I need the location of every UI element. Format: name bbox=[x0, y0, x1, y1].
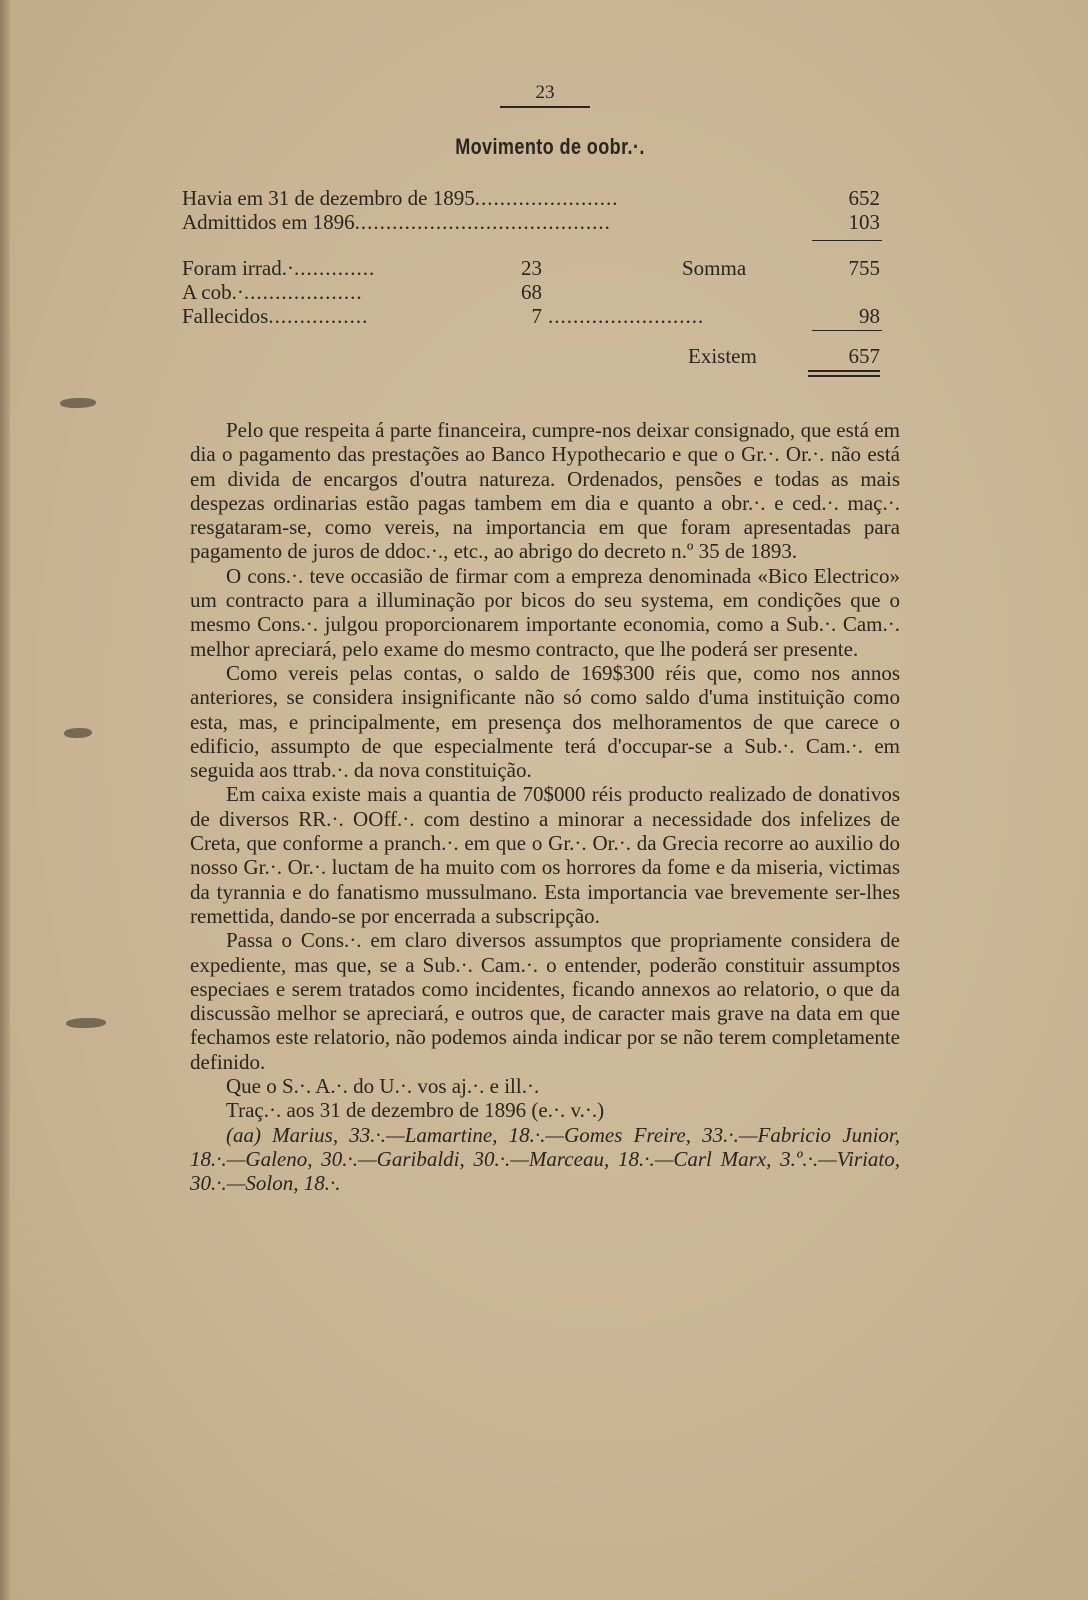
page-number-rule bbox=[500, 106, 590, 108]
section-heading: Movimento de oobr.·. bbox=[455, 134, 645, 159]
tally-row-acob: A cob.·................... bbox=[182, 280, 363, 304]
paragraph: O cons.·. teve occasião de firmar com a empreza denominada «Bico Electrico» um contracto para a illuminação por bicos do seu systema, em condições que o mesmo Cons.·. julgou proporcionarem importante economia, como a Sub.·. Cam.·. melhor apreciará, pelo exame do mesmo contracto, que lhe poderá ser presente. bbox=[190, 563, 900, 661]
signatures: (aa) Marius, 33.·.—Lamartine, 18.·.—Gomes Freire, 33.·.—Fabricio Junior, 18.·.—Galeno, 30.·.—Garibaldi, 30.·.—Marceau, 18.·.—Carl Marx, 3.º.·.—Viriato, 30.·.—Solon, 18.·. bbox=[190, 1122, 900, 1196]
closing-line: Que o S.·. A.·. do U.·. vos aj.·. e ill.·. bbox=[226, 1074, 540, 1099]
tally-row-fallecidos: Fallecidos................ bbox=[182, 304, 369, 328]
total-rule bbox=[808, 375, 880, 377]
existem-value: 657 bbox=[848, 344, 880, 368]
paragraph: Passa o Cons.·. em claro diversos assumptos que propriamente considera de expediente, mas que, se a Sub.·. Cam.·. o entender, poderão constituir assumptos especiaes e serem tratados como incidentes, ficando annexos ao relatorio, o que da discussão melhor se apreciará, e outros que, de caracter mais grave na data em que fechamos este relatorio, não podemos ainda indicar por se não terem completamente definido. bbox=[190, 928, 900, 1074]
tally-row-havia: Havia em 31 de dezembro de 1895....................... bbox=[182, 186, 619, 210]
margin-stain bbox=[60, 398, 96, 408]
tally-label: Havia em 31 de dezembro de 1895 bbox=[182, 186, 475, 210]
total-rule bbox=[808, 370, 880, 372]
existem-label: Existem bbox=[688, 344, 757, 368]
tally-row-admittidos: Admittidos em 1896......................................... bbox=[182, 210, 611, 234]
somma-value: 755 bbox=[848, 256, 880, 280]
sum-rule bbox=[812, 330, 882, 331]
page-edge bbox=[0, 0, 10, 1600]
leader-dots: ......................... bbox=[548, 304, 705, 328]
margin-stain bbox=[66, 1018, 106, 1028]
tally-label: Foram irrad.· bbox=[182, 256, 294, 280]
paragraph: Pelo que respeita á parte financeira, cumpre-nos deixar consignado, que está em dia o pagamento das prestações ao Banco Hypothecario e que o Gr.·. Or.·. não está em divida de encargos d'outra natureza. Ordenados, pensões e todas as mais despezas ordinarias estão pagas tambem em dia e quanto a obr.·. e ced.·. maç.·. resgataram-se, como vereis, na importancia em que foram apresentadas para pagamento de juros de ddoc.·., etc., ao abrigo do decreto n.º 35 de 1893. bbox=[190, 418, 900, 564]
tally-value-havia: 652 bbox=[848, 186, 880, 210]
sum-rule bbox=[812, 240, 882, 241]
paragraph: Em caixa existe mais a quantia de 70$000 réis producto realizado de donativos de diversos RR.·. OOff.·. com destino a minorar a necessidade dos infelizes de Creta, que conforme a pranch.·. em que o Gr.·. Or.·. da Grecia recorre ao auxilio do nosso Gr.·. Or.·. luctam de ha muito com os horrores da fome e da miseria, victimas da tyrannia e do fanatismo mussulmano. Esta importancia vae brevemente ser-lhes remettida, dando-se por encerrada a subscripção. bbox=[190, 782, 900, 928]
paragraph: Como vereis pelas contas, o saldo de 169$300 réis que, como nos annos anteriores, se considera insignificante não só como saldo d'uma instituição como esta, mas, e principalmente, em presença dos melhoramentos de que carece o edificio, assumpto de que especialmente terá d'occupar-se a Sub.·. Cam.·. em seguida aos ttrab.·. da nova constituição. bbox=[190, 660, 900, 783]
tally-label: Fallecidos bbox=[182, 304, 269, 328]
somma-label: Somma bbox=[682, 256, 747, 280]
tally-value-fallecidos: 7 bbox=[531, 304, 542, 328]
tally-row-foram: Foram irrad.·............. bbox=[182, 256, 376, 280]
page-number: 23 bbox=[535, 82, 555, 103]
tally-value-admittidos: 103 bbox=[848, 210, 880, 234]
report-body bbox=[190, 418, 900, 1196]
tally-value-foram: 23 bbox=[521, 256, 542, 280]
date-line: Traç.·. aos 31 de dezembro de 1896 (e.·. v.·.) bbox=[226, 1098, 605, 1123]
tally-total-fallecidos: 98 bbox=[859, 304, 880, 328]
tally-label: A cob.· bbox=[182, 280, 244, 304]
tally-value-acob: 68 bbox=[521, 280, 542, 304]
margin-stain bbox=[64, 728, 92, 738]
tally-label: Admittidos em 1896 bbox=[182, 210, 355, 234]
